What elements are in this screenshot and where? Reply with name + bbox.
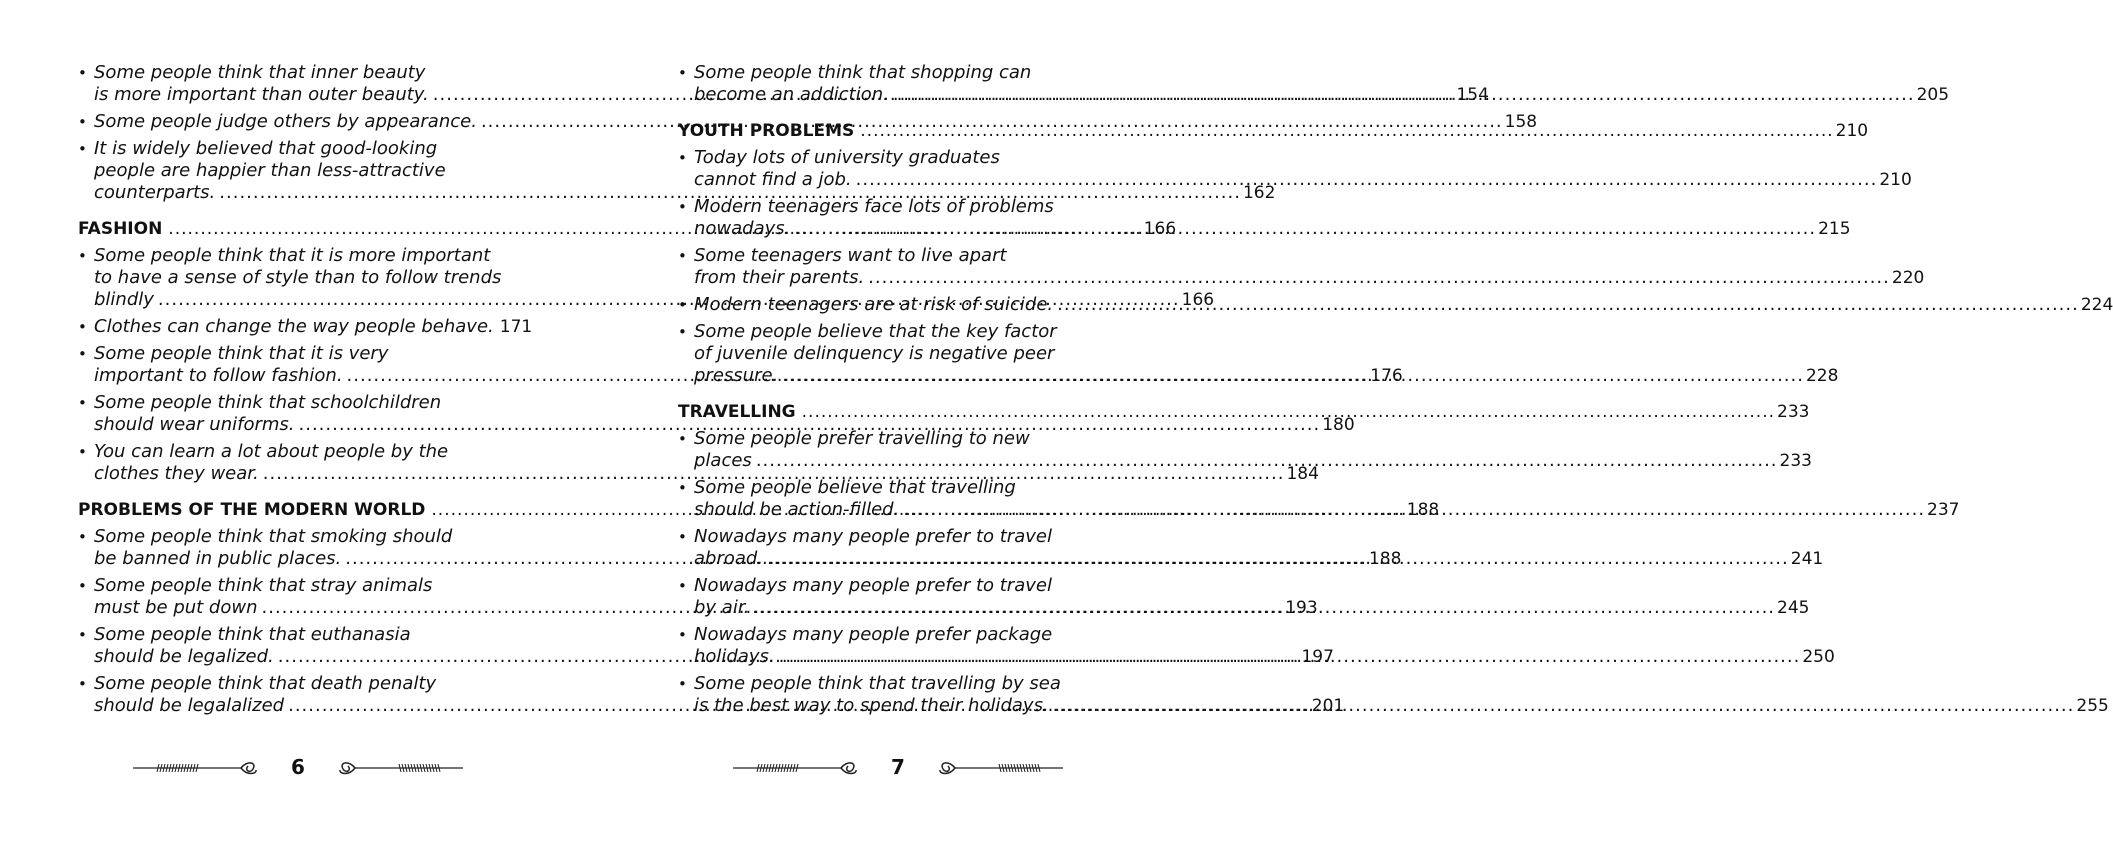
dot-leader [903, 499, 1925, 521]
section-title: YOUTH PROBLEMS [678, 121, 855, 141]
section-title: FASHION [78, 219, 163, 239]
bullet-icon: • [678, 198, 687, 216]
entry-last-line [94, 414, 1355, 436]
entry-line: abroad. [694, 548, 764, 569]
page-ref: 193 [1285, 598, 1318, 618]
entry-text [78, 316, 533, 338]
dot-leader [860, 120, 1833, 142]
bullet-icon: • [78, 345, 87, 363]
page-ref: 197 [1301, 647, 1334, 667]
dot-leader [856, 169, 1878, 191]
section-heading [678, 401, 1810, 423]
entry-text [678, 245, 1925, 289]
entry-line: Some people think that euthanasia [94, 624, 411, 645]
entry-line: You can learn a lot about people by the [94, 441, 449, 462]
entry-line: Some people believe that travelling [694, 477, 1016, 498]
dot-leader [794, 218, 1816, 240]
entry-line: Some teenagers want to live apart [694, 245, 1007, 266]
dot-leader [1057, 294, 2079, 316]
page-ref: 220 [1891, 268, 1925, 288]
entry-line: It is widely believed that good-looking [94, 138, 438, 159]
entry-line: become an addiction. [694, 84, 889, 105]
entry-text [678, 428, 1812, 472]
entry-line: Some people think that schoolchildren [94, 392, 442, 413]
page-ref: 250 [1802, 647, 1835, 667]
bullet-icon: • [678, 64, 687, 82]
entry-line: should be legalalized [94, 695, 285, 716]
bullet-icon: • [78, 394, 87, 412]
page-ref: 188 [1406, 500, 1440, 520]
page-ref: 233 [1779, 451, 1812, 471]
bullet-icon: • [678, 626, 687, 644]
entry-line: Nowadays many people prefer to travel [694, 575, 1052, 596]
dot-leader [1053, 695, 2075, 717]
page-ref: 210 [1879, 170, 1912, 190]
entry-line: of juvenile delinquency is negative peer [694, 343, 1055, 364]
entry-line: Some people prefer travelling to new [694, 428, 1030, 449]
entry-text [678, 147, 1912, 191]
page-ref: 228 [1805, 366, 1839, 386]
entry-line: Some people think that inner beauty [94, 62, 426, 83]
page-ref: 180 [1322, 415, 1355, 435]
page-ref: 188 [1368, 549, 1402, 569]
bullet-icon: • [678, 675, 687, 693]
page-ref: 237 [1927, 500, 1960, 520]
page-ref: 241 [1790, 549, 1824, 569]
bullet-icon: • [78, 113, 87, 131]
entry-line: should wear uniforms. [94, 414, 295, 435]
entry-last-line [94, 316, 533, 338]
page-ref: 205 [1916, 85, 1950, 105]
entry-line: clothes they wear. [94, 463, 259, 484]
entry-last-line [694, 267, 1925, 289]
page-ref: 158 [1504, 112, 1538, 132]
dot-leader [767, 548, 1789, 570]
right-ornament-icon [335, 757, 465, 777]
entry-line: places [694, 450, 752, 471]
section-title: PROBLEMS OF THE MODERN WORLD [78, 500, 426, 520]
entry-line: Some people believe that the key factor [694, 321, 1057, 342]
bullet-icon: • [78, 64, 87, 82]
bullet-icon: • [78, 247, 87, 265]
left-ornament-icon [131, 757, 261, 777]
entry-line: Clothes can change the way people behave. [94, 316, 494, 337]
dot-leader [753, 597, 1775, 619]
left-page-footer [118, 752, 478, 782]
bullet-icon: • [78, 577, 87, 595]
toc-entry [678, 428, 1812, 472]
entry-line: is more important than outer beauty. [94, 84, 429, 105]
entry-line: Nowadays many people prefer package [694, 624, 1053, 645]
bullet-icon: • [78, 528, 87, 546]
bullet-icon: • [78, 626, 87, 644]
dot-leader [868, 267, 1890, 289]
page-ref: 176 [1370, 366, 1403, 386]
entry-last-line [94, 182, 1276, 204]
toc-entry [678, 245, 1925, 289]
entry-line: by air. [694, 597, 750, 618]
bullet-icon: • [678, 149, 687, 167]
entry-line: pressure. [694, 365, 779, 386]
dot-leader [802, 401, 1775, 423]
entry-last-line [94, 463, 1319, 485]
entry-line: Some people think that it is more important [94, 245, 491, 266]
page-ref: 255 [2076, 696, 2109, 716]
entry-last-line [694, 450, 1812, 472]
page-number-7: 7 [891, 755, 905, 779]
entry-line: be banned in public places. [94, 548, 342, 569]
right-ornament-icon [935, 757, 1065, 777]
toc-entry [678, 147, 1912, 191]
page-number-6: 6 [291, 755, 305, 779]
bullet-icon: • [78, 443, 87, 461]
entry-line: Some people judge others by appearance. [94, 111, 477, 132]
entry-line: holidays. [694, 646, 775, 667]
page-ref: 201 [1311, 696, 1345, 716]
page-ref: 171 [499, 317, 533, 337]
bullet-icon: • [78, 140, 87, 158]
entry-line: Some people think that stray animals [94, 575, 433, 596]
entry-line: Today lots of university graduates [694, 147, 1000, 168]
right-page-footer [718, 752, 1078, 782]
left-ornament-icon [731, 757, 861, 777]
section-title: TRAVELLING [678, 402, 796, 422]
entry-line: to have a sense of style than to follow trends [94, 267, 502, 288]
bullet-icon: • [678, 430, 687, 448]
page-ref: 233 [1777, 402, 1810, 422]
entry-line: is the best way to spend their holidays. [694, 695, 1049, 716]
entry-line: nowadays. [694, 218, 791, 239]
entry-line: from their parents. [694, 267, 865, 288]
dot-leader [782, 365, 1804, 387]
entry-line: Some people think that shopping can [694, 62, 1032, 83]
dot-leader [893, 84, 1915, 106]
entry-line: should be action-filled. [694, 499, 900, 520]
entry-line: Some people think that travelling by sea [694, 673, 1061, 694]
page-ref: 224 [2080, 295, 2113, 315]
entry-line: important to follow fashion. [94, 365, 343, 386]
entry-line: Nowadays many people prefer to travel [694, 526, 1052, 547]
bullet-icon: • [678, 323, 687, 341]
bullet-icon: • [78, 675, 87, 693]
toc-entry [78, 316, 533, 338]
bullet-icon: • [678, 247, 687, 265]
page-ref: 215 [1818, 219, 1851, 239]
dot-leader [756, 450, 1778, 472]
entry-line: cannot find a job. [694, 169, 852, 190]
entry-line: must be put down [94, 597, 258, 618]
entry-line: Modern teenagers are at risk of suicide. [694, 294, 1054, 315]
page-ref: 210 [1835, 121, 1869, 141]
page-ref: 162 [1242, 183, 1276, 203]
bullet-icon: • [678, 479, 687, 497]
entry-line: people are happier than less-attractive [94, 160, 446, 181]
page-ref: 166 [1143, 219, 1177, 239]
page-ref: 184 [1286, 464, 1319, 484]
bullet-icon: • [678, 528, 687, 546]
bullet-icon: • [78, 318, 87, 336]
entry-line: counterparts. [94, 182, 216, 203]
entry-line: should be legalized. [94, 646, 274, 667]
entry-last-line [694, 169, 1912, 191]
page-ref: 154 [1456, 85, 1489, 105]
entry-line: Some people think that smoking should [94, 526, 453, 547]
bullet-icon: • [678, 296, 687, 314]
page-ref: 245 [1777, 598, 1810, 618]
page-ref: 166 [1181, 290, 1215, 310]
entry-line: Some people think that death penalty [94, 673, 437, 694]
entry-line: Modern teenagers face lots of problems [694, 196, 1054, 217]
dot-leader [779, 646, 1801, 668]
entry-line: Some people think that it is very [94, 343, 389, 364]
entry-line: blindly [94, 289, 154, 310]
bullet-icon: • [678, 577, 687, 595]
